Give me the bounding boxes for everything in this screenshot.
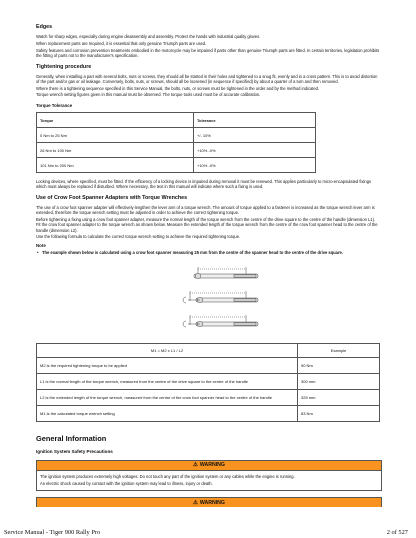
warning-label: WARNING (199, 499, 225, 506)
table-cell: M1 is the calculated torque wrench setting (37, 405, 298, 421)
warning-text: The ignition system produces extremely high voltages. Do not touch any part of the ignition system or any cables while the engine is running. (40, 473, 295, 479)
table-row (37, 405, 380, 421)
edges-paragraph: When replacement parts are required, it is essential that only genuine Triumph parts are used. (36, 40, 207, 46)
warning-body (37, 471, 381, 491)
warning-text: An electric shock caused by contact with the ignition system may lead to illness, injury or death. (40, 480, 213, 486)
note-bullet: • The example shown below is calculated using a crow foot spanner measuring 25 mm from the centre of the spanner head to the centre of the drive square. (36, 250, 380, 255)
footer-page-number: 2 of 527 (386, 529, 408, 536)
page-footer (4, 529, 408, 536)
crowfoot-paragraph: Before tightening a fixing using a crow foot spanner adapter, measure the normal length of the torque wrench from the centre of the drive square to the centre of the handle (dimension L1). Fit the crow foot spanner adapter to the torque wrench as shown below. Measure the extended length of the torque wrench from the centre of the crow foot spanner head to the centre of the handle (dimension L2). (36, 217, 378, 233)
edges-paragraph: Safety features and corrosion prevention treatments embodied in the motorcycle may be impaired if parts other than genuine Triumph parts are fitted. In certain territories, legislation prohibits the fitting of parts not to the manufacturer's specification. (36, 47, 380, 58)
table-header-row (37, 113, 316, 128)
table-cell: +10% -0% (194, 143, 316, 158)
warning-triangle-icon: ⚠ (193, 462, 198, 469)
table-cell: 101 Nm to 200 Nm (37, 158, 194, 173)
table-cell: L2 is the extended length of the torque wrench, measured from the centre of the crow foot spanner head to the centre of the handle (37, 389, 298, 405)
edges-paragraph: Watch for sharp edges, especially during engine disassembly and assembly. Protect the hands with industrial quality gloves. (36, 34, 261, 39)
warning-triangle-icon: ⚠ (193, 499, 198, 506)
note-label: Note (36, 242, 46, 248)
crowfoot-heading: Use of Crow Foot Spanner Adapters with Torque Wrenches (36, 195, 188, 202)
table-row (37, 128, 316, 143)
torque-wrench-illustration (176, 263, 276, 335)
torque-tolerance-table (36, 112, 316, 173)
table-cell: 0 Nm to 25 Nm (37, 128, 194, 143)
table-cell: 325 mm (298, 389, 380, 405)
warning-header (37, 498, 381, 507)
table-cell: L1 is the normal length of the torque wrench, measured from the centre of the drive square to the centre of the handle (37, 373, 298, 389)
footer-manual-title: Service Manual - Tiger 900 Rally Pro (4, 529, 101, 536)
table-header-cell: Tolerance (194, 113, 316, 128)
table-cell: 26 Nm to 100 Nm (37, 143, 194, 158)
warning-box (36, 460, 382, 492)
crowfoot-paragraph: The use of a crow foot spanner adapter will effectively lengthen the lever arm of a torque wrench. The amount of torque applied to a fastener is increased as the torque wrench lever arm is extended, therefore the torque wrench setting must be adjusted in order to achieve the correct tightening torque. (36, 205, 375, 216)
locking-paragraph: Locking devices, where specified, must be fitted. If the efficiency of a locking device is impaired during removal it must be renewed. This applies particularly to micro-encapsulated fixings which must always be replaced if disturbed. Where necessary, the text in this manual will indicate where such a fixing is used. (36, 179, 372, 190)
torque-calculation-table (36, 343, 380, 422)
table-row (37, 158, 316, 173)
table-row (37, 357, 380, 373)
table-cell: 300 mm (298, 373, 380, 389)
table-row (37, 389, 380, 405)
table-row (37, 143, 316, 158)
table-cell: 90 Nm (298, 357, 380, 373)
warning-box (36, 497, 382, 507)
page-content (36, 24, 380, 507)
table-header-cell: M1 = M2 x L1 / L2 (37, 343, 298, 357)
table-row (37, 373, 380, 389)
tightening-paragraph: Generally, when installing a part with several bolts, nuts or screws, they should all be started in their holes and tightened to a snug fit, evenly and in a cross pattern. This is to avoid distortion of the part and/or gas or oil leakage. Conversely, bolts, nuts, or screws, should all be loosened (in sequence if specified) by about a quarter of a turn and then removed. (36, 73, 378, 84)
edges-heading: Edges (36, 24, 53, 30)
torque-tolerance-heading: Torque Tolerance (36, 103, 73, 109)
general-information-heading: General Information (36, 433, 107, 443)
table-header-row (37, 343, 380, 357)
ignition-safety-heading: Ignition System Safety Precautions (36, 448, 113, 454)
tightening-heading: Tightening procedure (36, 63, 92, 70)
torque-wrench-diagram-icon (176, 263, 276, 335)
tightening-paragraph: Torque wrench setting figures given in this manual must be observed. The torque tools used must be of accurate calibration. (36, 92, 261, 98)
table-cell: 83 Nm (298, 405, 380, 421)
crowfoot-paragraph: Use the following formula to calculate the correct torque wrench setting to achieve the required tightening torque. (36, 234, 241, 240)
warning-header (37, 461, 381, 471)
tightening-paragraph: Where there is a tightening sequence specified in this Service Manual, the bolts, nuts, or screws must be tightened in the order and by the method indicated. (36, 85, 320, 91)
table-header-cell: Example (298, 343, 380, 357)
table-header-cell: Torque (37, 113, 194, 128)
table-cell: +10% -0% (194, 158, 316, 173)
table-cell: +/- 10% (194, 128, 316, 143)
table-cell: M2 is the required tightening torque to be applied (37, 357, 298, 373)
warning-label: WARNING (199, 462, 225, 469)
